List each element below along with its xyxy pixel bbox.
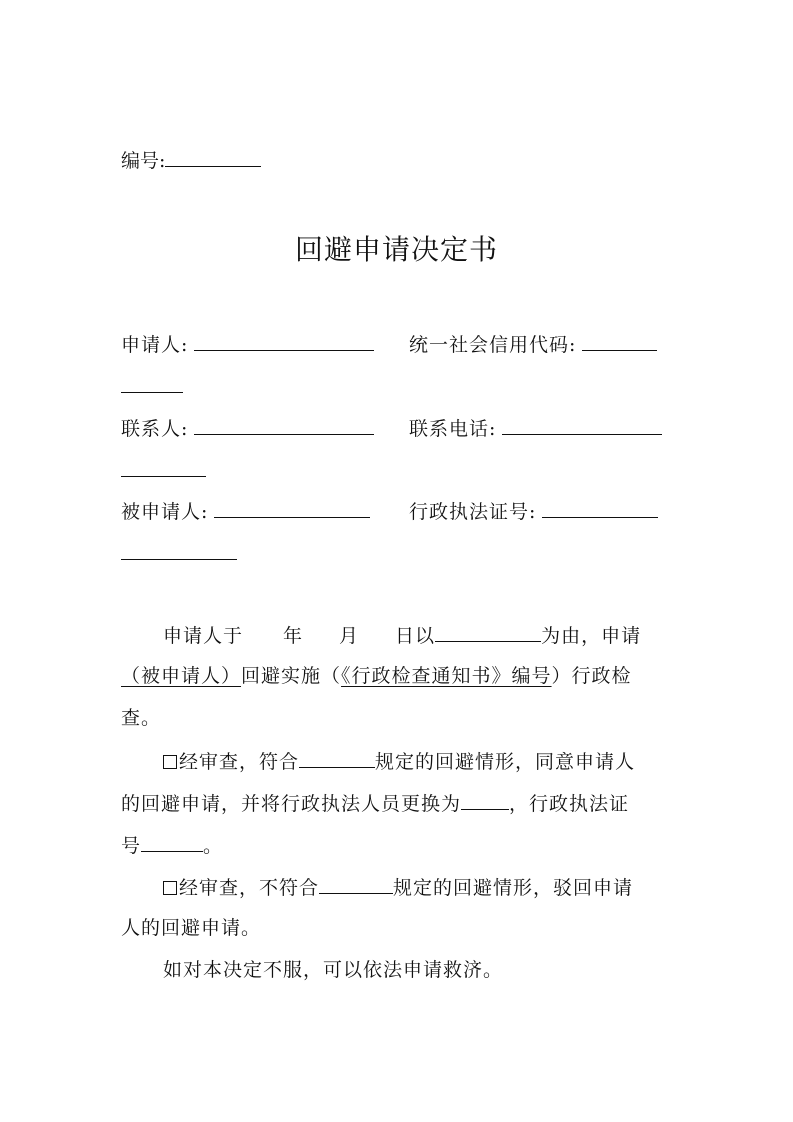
remedy-text: 如对本决定不服，可以依法申请救济。	[163, 959, 504, 981]
phone-field	[409, 414, 662, 442]
reject-text: 经审查，不符合	[179, 877, 320, 899]
credit-code-blank	[582, 330, 657, 351]
contact-label: 联系人:	[121, 418, 189, 440]
credit-code-field	[409, 330, 657, 358]
phone-label: 联系电话:	[409, 418, 497, 440]
approve-text: 经审查，符合	[179, 751, 300, 773]
respondent-blank	[214, 497, 370, 518]
reason-suffix: 为由，申请	[541, 625, 642, 647]
respondent-label: 被申请人:	[121, 501, 209, 523]
paragraph-approve-line-3	[121, 831, 677, 859]
reject-text-cont: 规定的回避情形，驳回申请	[393, 877, 634, 899]
request-end-text: ）行政检	[551, 665, 632, 687]
reject-regulation-blank	[319, 873, 393, 894]
paragraph-approve-line-1	[121, 747, 677, 775]
respondent-field	[121, 497, 370, 525]
respondent-placeholder: （被申请人）	[121, 665, 242, 687]
paragraph-reject-line-2	[121, 915, 677, 941]
serial-blank	[165, 146, 261, 167]
approve-regulation-blank	[299, 747, 375, 768]
year-label: 年	[283, 625, 304, 647]
serial-label: 编号:	[121, 150, 166, 172]
request-mid-text: 回避实施（	[241, 665, 342, 687]
approve-text-cont: 规定的回避情形，同意申请人	[375, 751, 636, 773]
paragraph-request-line-1	[121, 621, 677, 649]
license-blank-continued	[121, 559, 237, 560]
replacement-license-blank	[141, 831, 203, 852]
license-label: 行政执法证号:	[409, 501, 537, 523]
month-label: 月	[339, 625, 360, 647]
number-label: 号	[121, 835, 142, 857]
license-field	[409, 497, 658, 525]
replacement-officer-blank	[461, 789, 509, 810]
paragraph-reject-line-1	[121, 873, 677, 901]
serial-number	[121, 146, 261, 174]
notice-number-placeholder: 《行政检查通知书》编号	[341, 665, 552, 687]
replace-officer-text: 的回避申请，并将行政执法人员更换为	[121, 793, 462, 815]
paragraph-request-line-2	[121, 663, 677, 689]
license-blank	[542, 497, 658, 518]
applicant-field	[121, 330, 374, 358]
request-text: 申请人于	[163, 625, 244, 647]
paragraph-request-line-3	[121, 705, 677, 731]
contact-field	[121, 414, 374, 442]
approve-period: 。	[203, 835, 224, 857]
credit-code-blank-continued	[121, 392, 183, 393]
license-text: ，行政执法证	[509, 793, 630, 815]
applicant-label: 申请人:	[121, 334, 189, 356]
reason-blank	[435, 621, 541, 642]
paragraph-approve-line-2	[121, 789, 677, 817]
document-title: 回避申请决定书	[294, 233, 498, 266]
reject-closing-text: 人的回避申请。	[121, 917, 262, 939]
request-closing-text: 查。	[121, 707, 162, 729]
contact-blank	[194, 414, 374, 435]
credit-code-label: 统一社会信用代码:	[409, 334, 577, 356]
day-label: 日以	[395, 625, 436, 647]
paragraph-remedy	[121, 957, 677, 983]
phone-blank	[502, 414, 662, 435]
approve-checkbox[interactable]	[163, 755, 177, 769]
phone-blank-continued	[121, 476, 206, 477]
reject-checkbox[interactable]	[163, 881, 177, 895]
applicant-blank	[194, 330, 374, 351]
